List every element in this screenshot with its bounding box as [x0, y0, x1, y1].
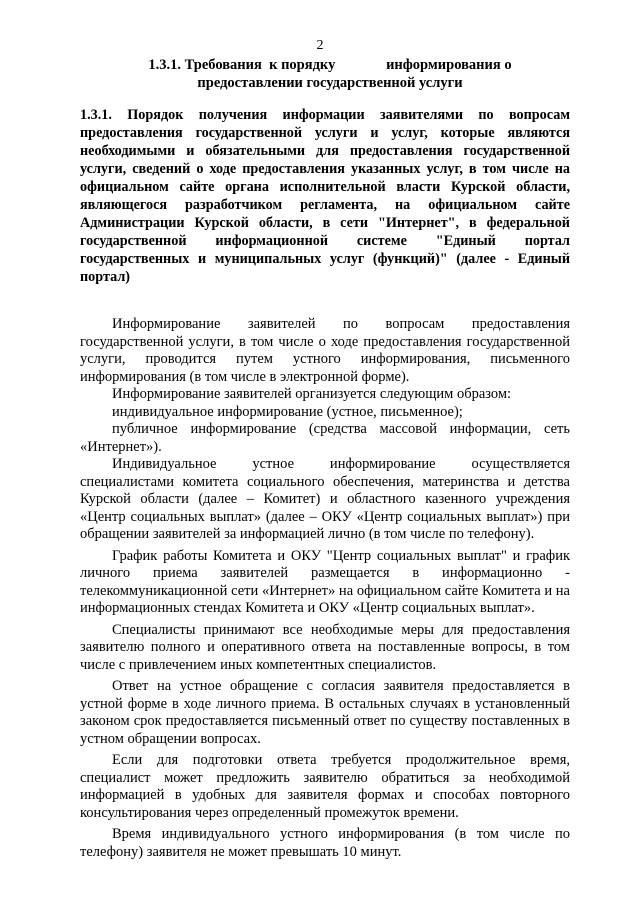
paragraph: Время индивидуального устного информирования (в том числе по телефону) заявителя не может превышать 10 минут.	[80, 826, 570, 860]
paragraph: График работы Комитета и ОКУ "Центр социальных выплат" и график личного приема заявителей размещается в информационно - телекоммуникационной сети «Интернет» на официальном сайте Комитета и на информационных стендах Комитета и ОКУ «Центр социальных выплат».	[80, 547, 570, 616]
paragraph: Если для подготовки ответа требуется продолжительное время, специалист может предложить заявителю обратиться за необходимой информацией в удобных для заявителя формах и способах повторного консультирования через определенный промежуток времени.	[80, 752, 570, 821]
paragraph: индивидуальное информирование (устное, письменное);	[112, 403, 463, 420]
title-line-2: предоставлении государственной услуги	[197, 75, 463, 91]
page-number: 2	[316, 38, 324, 53]
paragraph: публичное информирование (средства массовой информации, сеть «Интернет»).	[80, 421, 570, 455]
body-text	[80, 316, 570, 861]
section-heading: 1.3.1. Порядок получения информации заявителями по вопросам предоставления государственной услуги и услуг, которые являются необходимыми и обязательными для предоставления государственной услуги, сведений о ходе предоставления указанных услуг, в том числе на официальном сайте органа исполнительной власти Курской области, являющегося разработчиком регламента, на официальном сайте Администрации Курской области, в сети "Интернет", в федеральной государственной информационной системе "Единый портал государственных и муниципальных услуг (функций)" (далее - Единый портал)	[80, 107, 570, 285]
paragraph: Информирование заявителей по вопросам предоставления государственной услуги, в том числе о ходе предоставления государственной услуги, проводится путем устного информирования, письменного информирования (в том числе в электронной форме).	[80, 316, 570, 385]
paragraph: Индивидуальное устное информирование осуществляется специалистами комитета социального обеспечения, материнства и детства Курской области (далее – Комитет) и областного казенного учреждения «Центр социальных выплат» (далее – ОКУ «Центр социальных выплат») при обращении заявителей за информацией лично (в том числе по телефону).	[80, 456, 570, 542]
title-line-1: 1.3.1. Требования к порядку информирования о	[148, 57, 512, 73]
page-title	[80, 56, 580, 92]
paragraph: Информирование заявителей организуется следующим образом:	[112, 386, 512, 402]
paragraph: Ответ на устное обращение с согласия заявителя предоставляется в устной форме в ходе личного приема. В остальных случаях в установленный законом срок предоставляется письменный ответ по существу поставленных в устном обращении вопросах.	[80, 678, 570, 747]
paragraph: Специалисты принимают все необходимые меры для предоставления заявителю полного и оперативного ответа на поставленные вопросы, в том числе с привлечением иных компетентных специалистов.	[80, 621, 570, 673]
